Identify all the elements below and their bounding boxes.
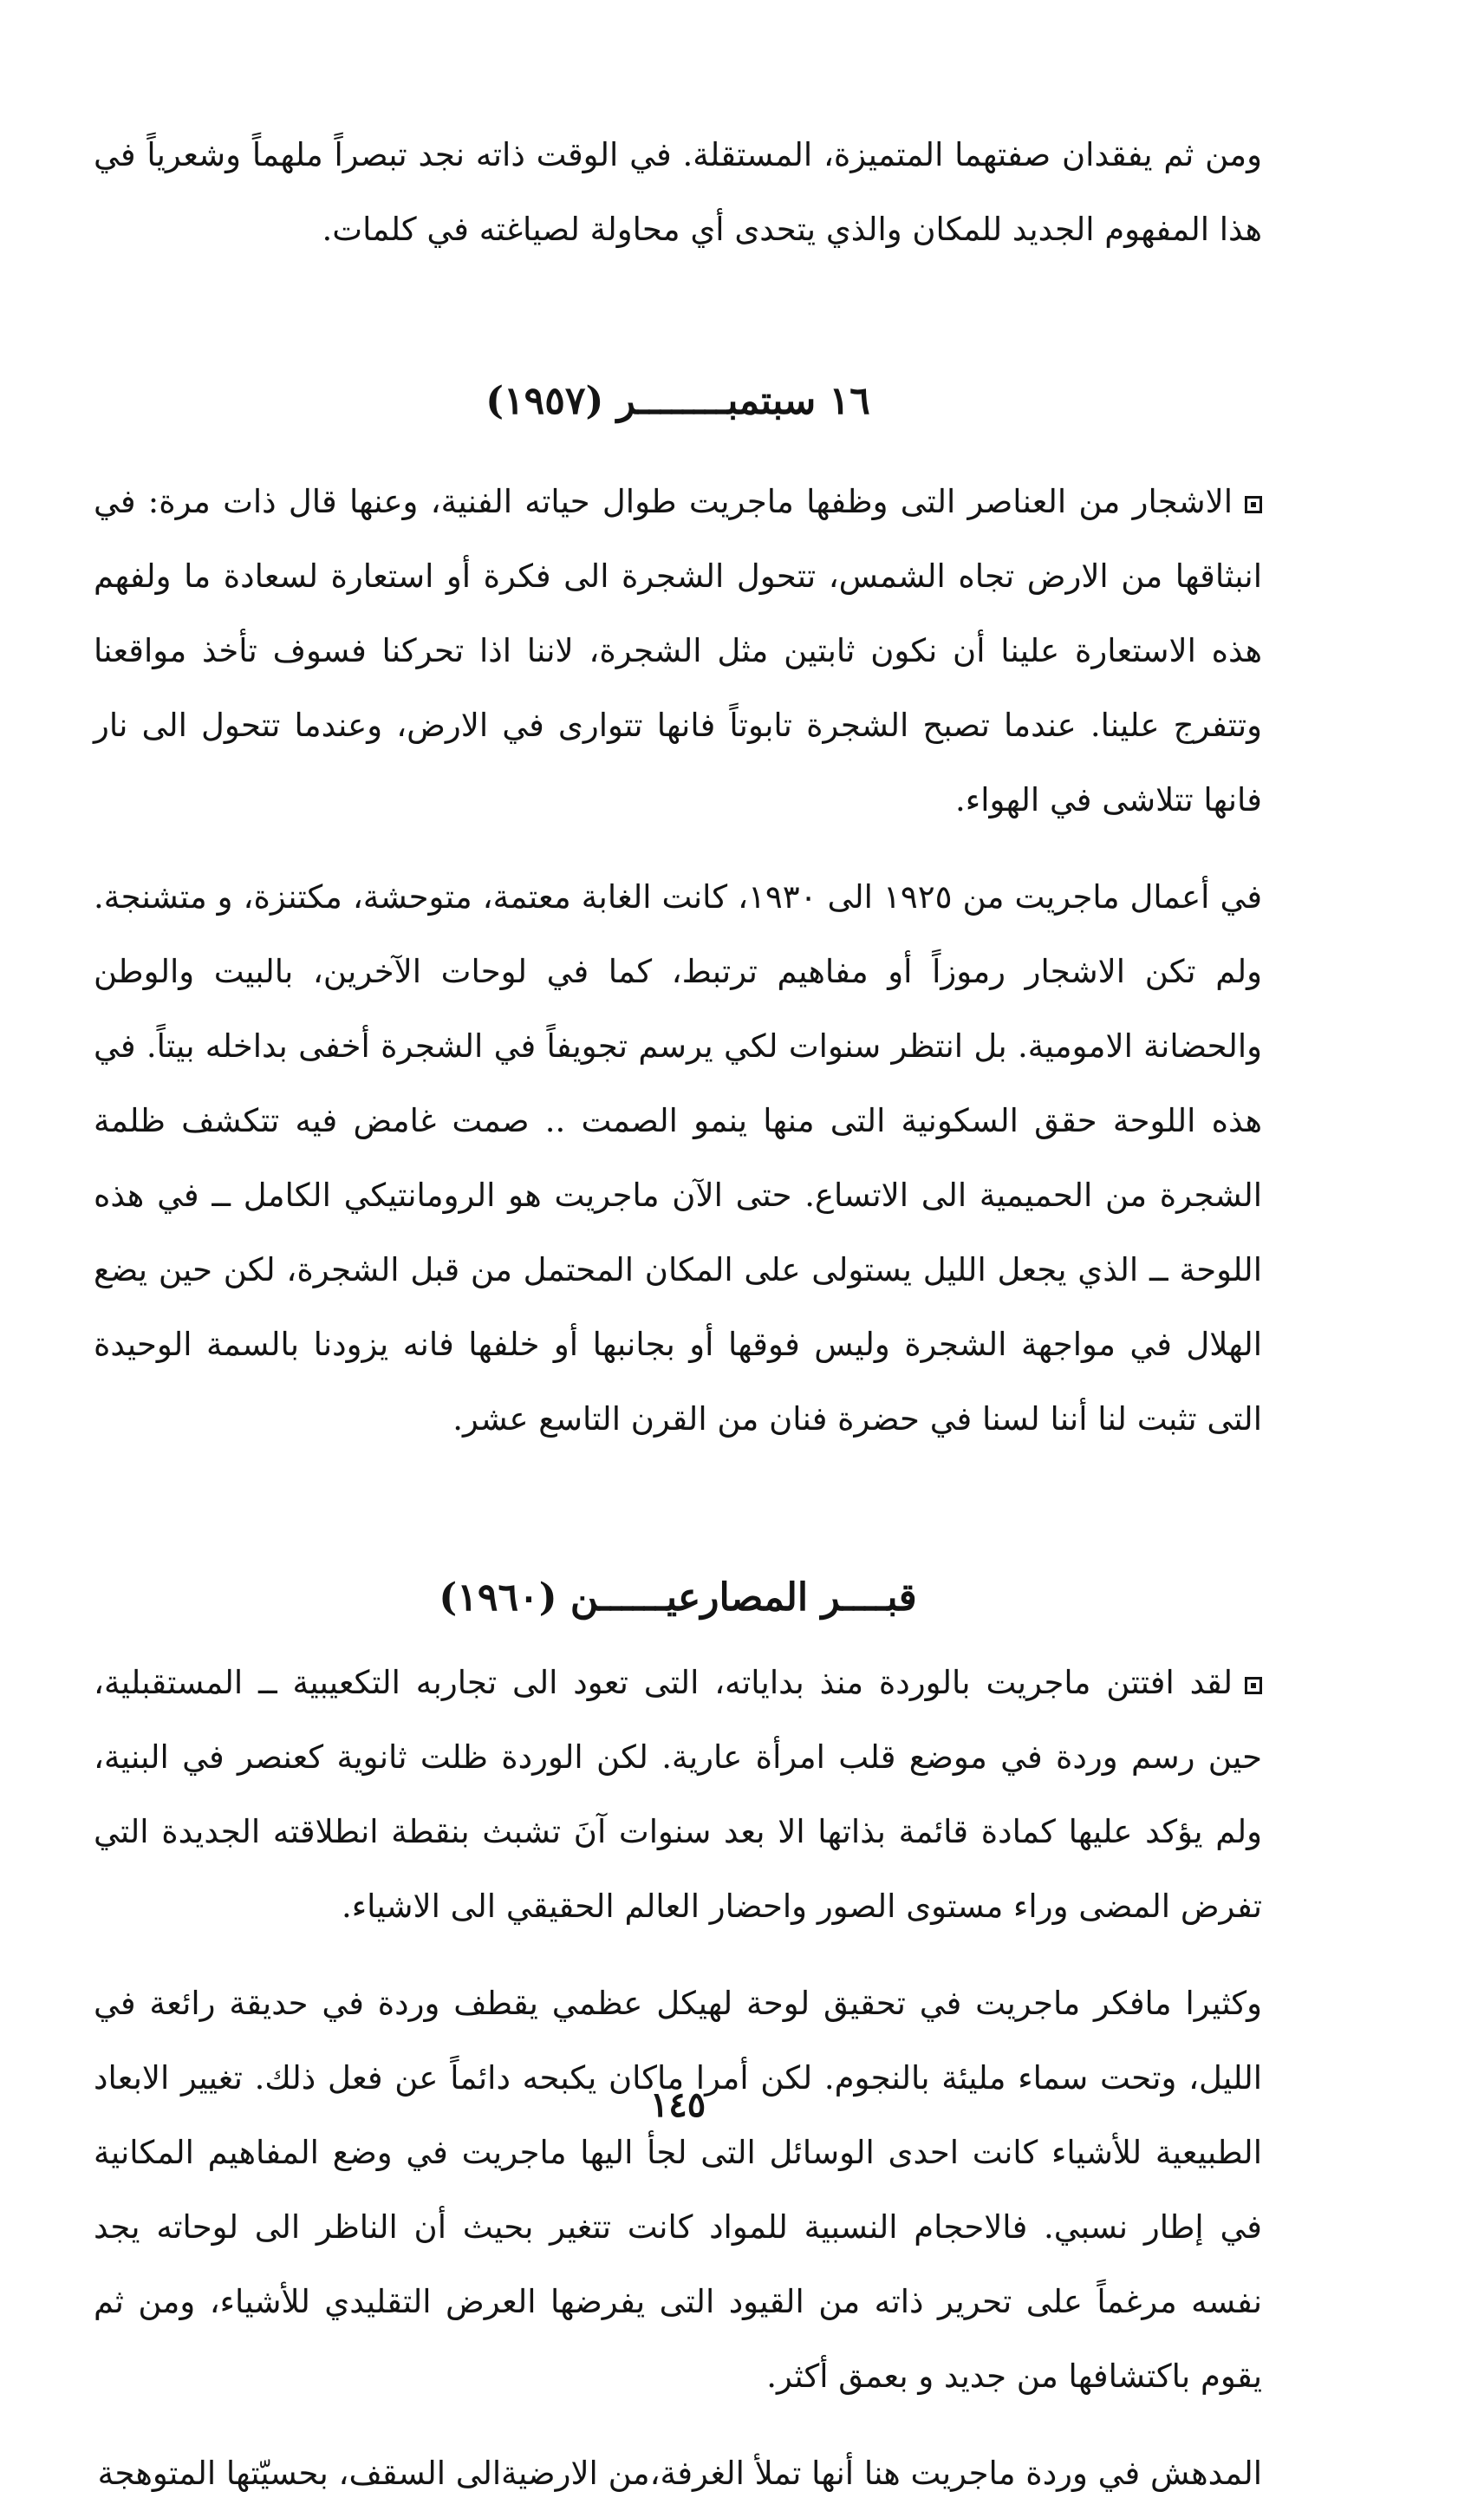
paragraph-rose-room: المدهش في وردة ماجريت هنا أنها تملأ الغرفة،من الارضيةالى السقف، بحسيّتها المتوهجة [97, 2455, 1262, 2492]
paragraph-rose [94, 1646, 1262, 1944]
page-number: ١٤٥ [649, 2084, 706, 2125]
section-heading-september-1957: ١٦ سبتمبــــــــر (١٩٥٧) [485, 379, 870, 423]
paragraph-trees-text: الاشجار من العناصر التى وظفها ماجريت طوال حياته الفنية، وعنها قال ذات مرة: في انبثاقها من الارض تجاه الشمس، تتحول الشجرة الى فكرة أو استعارة لسعادة ما ولفهم هذه الاستعارة علينا أن نكون ثابتين مثل الشجرة، لاننا اذا تحركنا فسوف تأخذ مواقعنا وتتفرج علينا. عندما تصبح الشجرة تابوتاً فانها تتوارى في الارض، وعندما تتحول الى نار فانها تتلاشى في الهواء. [94, 483, 1262, 819]
square-bullet-icon [1245, 1677, 1262, 1694]
paragraph-trees [94, 465, 1262, 838]
square-bullet-icon [1245, 496, 1262, 513]
intro-paragraph: ومن ثم يفقدان صفتهما المتميزة، المستقلة. في الوقت ذاته نجد تبصراً ملهماً وشعرياً في هذا المفهوم الجديد للمكان والذي يتحدى أي محاولة لصياغته في كلمات. [94, 136, 1262, 248]
paragraph-rose-text: لقد افتتن ماجريت بالوردة منذ بداياته، التى تعود الى تجاربه التكعيبية ــ المستقبلية، حين رسم وردة في موضع قلب امرأة عارية. لكن الوردة ظلت ثانوية كعنصر في البنية، ولم يؤكد عليها كمادة قائمة بذاتها الا بعد سنوات آنَ تشبث بنقطة انطلاقته الجديدة التي تفرض المضى وراء مستوى الصور واحضار العالم الحقيقي الى الاشياء. [94, 1664, 1262, 1925]
paragraph-forest-works: في أعمال ماجريت من ١٩٢٥ الى ١٩٣٠، كانت الغابة معتمة، متوحشة، مكتنزة، و متشنجة. ولم تكن الاشجار رموزاً أو مفاهيم ترتبط، كما في لوحات الآخرين، بالبيت والوطن والحضانة الامومية. بل انتظر سنوات لكي يرسم تجويفاً في الشجرة أخفى بداخله بيتاً. في هذه اللوحة حقق السكونية التى منها ينمو الصمت .. صمت غامض فيه تتكشف ظلمة الشجرة من الحميمية الى الاتساع. حتى الآن ماجريت هو الرومانتيكي الكامل ــ في هذه اللوحة ــ الذي يجعل الليل يستولى على المكان المحتمل من قبل الشجرة، لكن حين يضع الهلال في مواجهة الشجرة وليس فوقها أو بجانبها أو خلفها فانه يزودنا بالسمة الوحيدة التى تثبت لنا أننا لسنا في حضرة فنان من القرن التاسع عشر. [94, 878, 1263, 1438]
section-heading-tomb-of-wrestlers-1960: قبــــر المصارعيــــــن (١٩٦٠) [439, 1575, 917, 1620]
book-page [94, 118, 1263, 2492]
paragraph-skeleton-rose: وكثيرا مافكر ماجريت في تحقيق لوحة لهيكل عظمي يقطف وردة في حديقة رائعة في الليل، وتحت سماء مليئة بالنجوم. لكن أمرا ماكان يكبحه دائماً عن فعل ذلك. تغيير الابعاد الطبيعية للأشياء كانت احدى الوسائل التى لجأ اليها ماجريت في وضع المفاهيم المكانية في إطار نسبي. فالاحجام النسبية للمواد كانت تتغير بحيث أن الناظر الى لوحاته يجد نفسه مرغماً على تحرير ذاته من القيود التى يفرضها العرض التقليدي للأشياء، ومن ثم يقوم باكتشافها من جديد و بعمق أكثر. [94, 1985, 1262, 2395]
